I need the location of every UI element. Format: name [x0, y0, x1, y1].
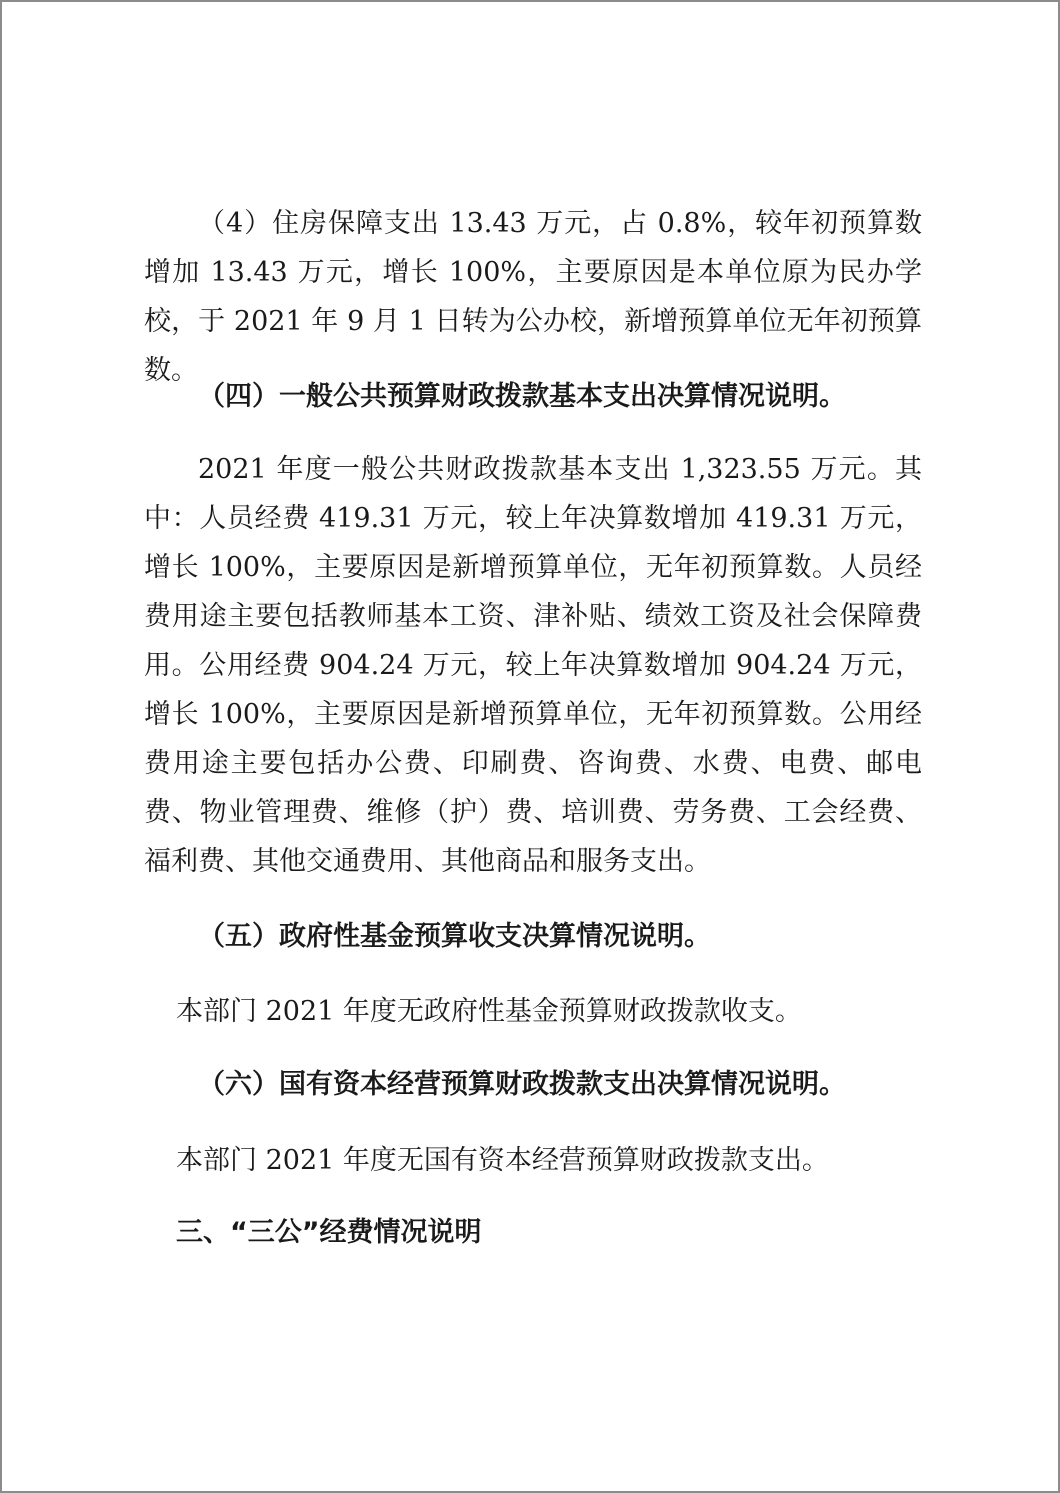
heading-basic-expenditure: （四）一般公共预算财政拨款基本支出决算情况说明。 [198, 381, 846, 412]
paragraph-state-capital: 本部门 2021 年度无国有资本经营预算财政拨款支出。 [176, 1145, 829, 1176]
heading-government-fund: （五）政府性基金预算收支决算情况说明。 [198, 921, 711, 952]
section-title-three-public: 三、“三公”经费情况说明 [176, 1217, 482, 1248]
paragraph-basic-expenditure: 2021 年度一般公共财政拨款基本支出 1,323.55 万元。其中：人员经费 419.31 万元，较上年决算数增加 419.31 万元，增长 100%，主要原因是新增预算单位，无年初预算数。人员经费用途主要包括教师基本工资、津补贴、绩效工资及社会保障费用。公用经费 904.24 万元，较上年决算数增加 904.24 万元，增长 100%，主要原因是新增预算单位，无年初预算数。公用经费用途主要包括办公费、印刷费、咨询费、水费、电费、邮电费、物业管理费、维修（护）费、培训费、劳务费、工会经费、福利费、其他交通费用、其他商品和服务支出。 [144, 454, 922, 877]
paragraph-government-fund: 本部门 2021 年度无政府性基金预算财政拨款收支。 [176, 996, 802, 1027]
paragraph-housing-expenditure: （4）住房保障支出 13.43 万元，占 0.8%，较年初预算数增加 13.43 万元，增长 100%，主要原因是本单位原为民办学校，于 2021 年 9 月 1 日转为公办校，新增预算单位无年初预算数。 [144, 208, 922, 386]
heading-state-capital: （六）国有资本经营预算财政拨款支出决算情况说明。 [198, 1069, 846, 1100]
